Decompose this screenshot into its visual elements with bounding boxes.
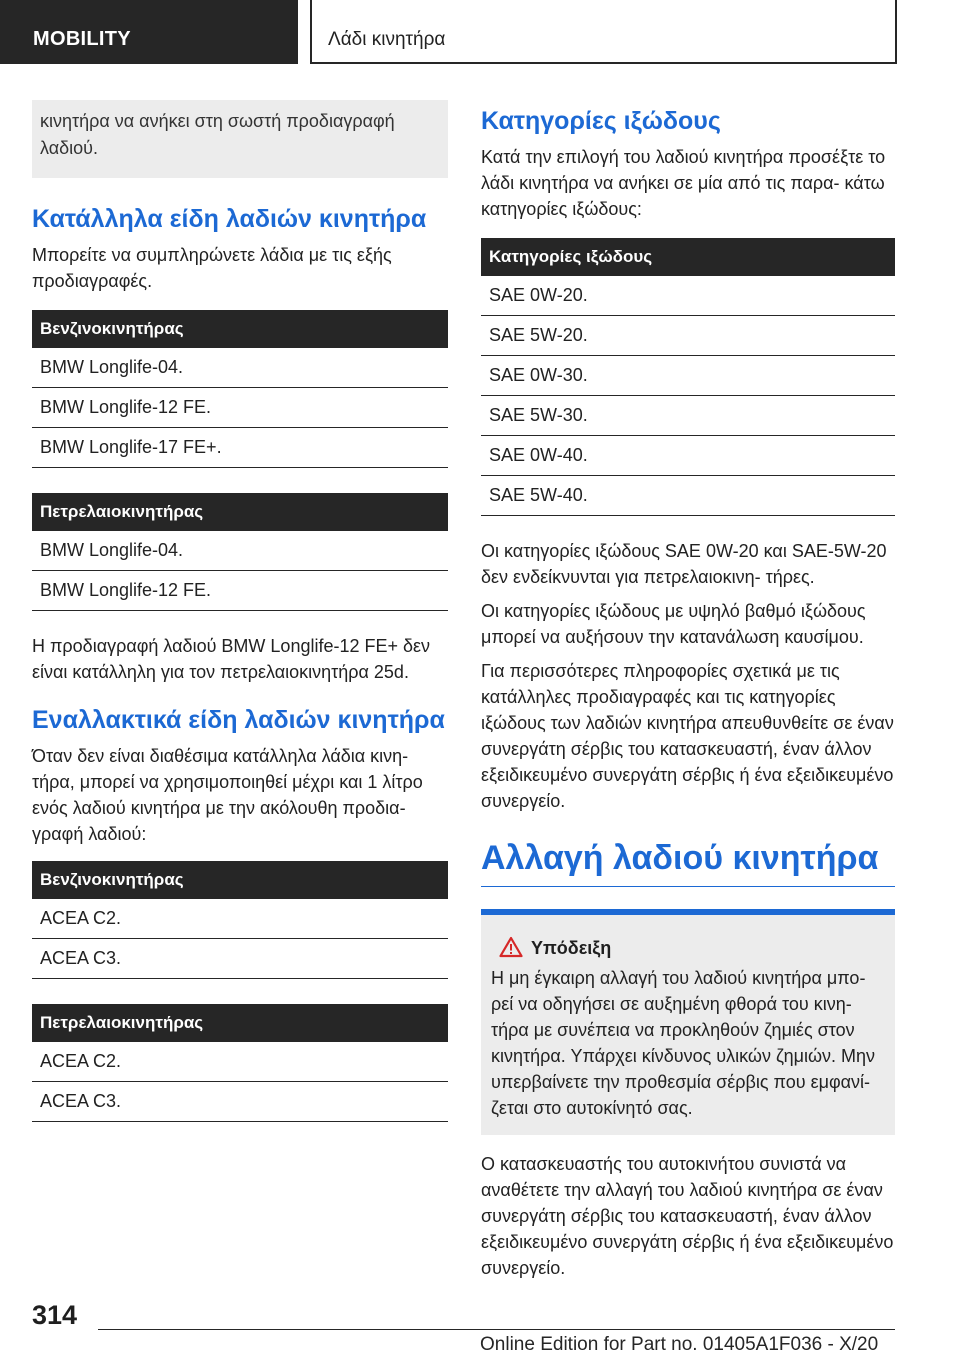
table-petrol-alt [32, 861, 448, 979]
table-diesel-specs [32, 493, 448, 611]
table-row: SAE 5W-30. [481, 396, 895, 436]
table-row: SAE 5W-40. [481, 476, 895, 516]
section-tab [0, 0, 298, 64]
table-row: ACEA C2. [32, 1042, 448, 1082]
table-header: Κατηγορίες ιξώδους [481, 238, 895, 276]
table-row: BMW Longlife-17 FE+. [32, 428, 448, 468]
table-row: SAE 0W-40. [481, 436, 895, 476]
paragraph-specs-intro: Μπορείτε να συμπληρώνετε λάδια με τις εξής προδιαγραφές. [32, 245, 392, 291]
warning-triangle-icon [499, 936, 523, 958]
paragraph-viscosity-diesel: Οι κατηγορίες ιξώδους SAE 0W-20 και SAE-5W-20 δεν ενδείκνυνται για πετρελαιοκινη- τήρες. [481, 541, 887, 587]
warning-box [481, 909, 895, 1135]
right-column [481, 100, 895, 1281]
table-row: BMW Longlife-04. [32, 348, 448, 388]
page-number: 314 [32, 1300, 78, 1330]
table-diesel-alt [32, 1004, 448, 1122]
footer-divider [98, 1329, 895, 1330]
warning-text: Η μη έγκαιρη αλλαγή του λαδιού κινητήρα μπο- ρεί να οδηγήσει σε αυξημένη φθορά του κινη- τήρα με συνέπεια να προκληθούν ζημιές στον κινητήρα. Υπάρχει κίνδυνος υλικών ζημιών. Μην υπερβαίνετε την προθεσμία σέρβις που εμφανί- ζεται στο αυτοκίνητό σας. [491, 968, 876, 1118]
heading-viscosity: Κατηγορίες ιξώδους [481, 107, 721, 135]
heading-suitable-oils: Κατάλληλα είδη λαδιών κινητήρα [32, 205, 427, 233]
table-row: SAE 0W-20. [481, 276, 895, 316]
continued-note-text: κινητήρα να ανήκει στη σωστή προδιαγραφή λαδιού. [40, 111, 395, 158]
section-title: MOBILITY [33, 28, 131, 50]
chapter-title: Λάδι κινητήρα [328, 29, 446, 50]
table-row: BMW Longlife-12 FE. [32, 388, 448, 428]
table-header: Πετρελαιοκινητήρας [32, 493, 448, 531]
paragraph-more-info: Για περισσότερες πληροφορίες σχετικά με τις κατάλληλες προδιαγραφές και τις κατηγορίες ιξώδους των λαδιών κινητήρα απευθυνθείτε σε έναν συνεργάτη σέρβις του κατασκευαστή, έναν άλλον εξειδικευμένο συνεργάτη σέρβις ή ένα εξειδικευμένο συνεργείο. [481, 661, 894, 811]
table-row: ACEA C3. [32, 939, 448, 979]
table-row: BMW Longlife-12 FE. [32, 571, 448, 611]
table-viscosity [481, 238, 895, 516]
continued-note [32, 100, 448, 178]
table-header: Πετρελαιοκινητήρας [32, 1004, 448, 1042]
paragraph-manufacturer-recommendation: Ο κατασκευαστής του αυτοκινήτου συνιστά να αναθέτετε την αλλαγή του λαδιού κινητήρα σε έναν συνεργάτη σέρβις του κατασκευαστή, έναν άλλον εξειδικευμένο συνεργάτη σέρβις ή ένα εξειδικευμένο συνεργείο. [481, 1154, 894, 1278]
warning-title-row [491, 935, 885, 961]
paragraph-alternative-intro: Όταν δεν είναι διαθέσιμα κατάλληλα λάδια κινη- τήρα, μπορεί να χρησιμοποιηθεί μέχρι και 1 λίτρο ενός λαδιού κινητήρα με την ακόλουθη προδια- γραφή λαδιού: [32, 746, 423, 844]
warning-title: Υπόδειξη [531, 938, 612, 958]
table-header: Βενζινοκινητήρας [32, 310, 448, 348]
table-row: ACEA C2. [32, 899, 448, 939]
table-row: SAE 0W-30. [481, 356, 895, 396]
table-header: Βενζινοκινητήρας [32, 861, 448, 899]
paragraph-viscosity-intro: Κατά την επιλογή του λαδιού κινητήρα προσέξτε το λάδι κινητήρα να ανήκει σε μία από τις παρα- κάτω κατηγορίες ιξώδους: [481, 147, 886, 219]
table-row: SAE 5W-20. [481, 316, 895, 356]
paragraph-viscosity-consumption: Οι κατηγορίες ιξώδους με υψηλό βαθμό ιξώδους μπορεί να αυξήσουν την κατανάλωση καυσίμου. [481, 601, 866, 647]
table-row: ACEA C3. [32, 1082, 448, 1122]
left-column [32, 100, 448, 1122]
table-petrol-specs [32, 310, 448, 468]
paragraph-longlife-note: Η προδιαγραφή λαδιού BMW Longlife-12 FE+ δεν είναι κατάλληλη για τον πετρελαιοκινητήρα 25d. [32, 636, 431, 682]
chapter-header [310, 0, 897, 64]
heading-oil-change: Αλλαγή λαδιού κινητήρα [481, 838, 895, 887]
table-row: BMW Longlife-04. [32, 531, 448, 571]
footer-edition: Online Edition for Part no. 01405A1F036 - X/20 [480, 1334, 879, 1355]
heading-alternative-oils: Εναλλακτικά είδη λαδιών κινητήρα [32, 706, 445, 734]
